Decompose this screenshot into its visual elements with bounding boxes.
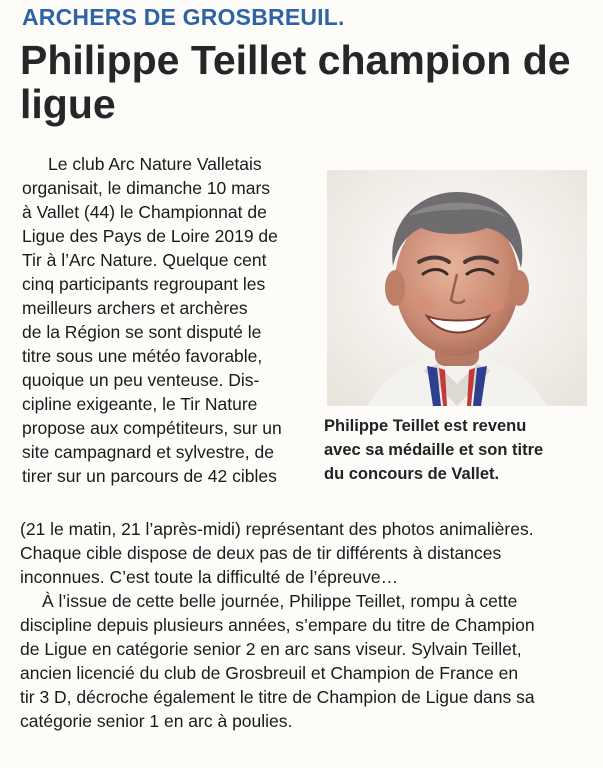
body-line: cipline exigeante, le Tir Nature <box>22 394 258 414</box>
headline: Philippe Teillet champion de ligue <box>20 37 571 127</box>
body-line: de Ligue en catégorie senior 2 en arc sans viseur. Sylvain Teillet, <box>20 639 522 659</box>
body-line: quoique un peu venteuse. Dis- <box>22 370 260 390</box>
body-line: titre sous une météo favorable, <box>22 346 263 366</box>
body-line: tirer sur un parcours de 42 cibles <box>22 466 277 486</box>
body-line: Chaque cible dispose de deux pas de tir différents à distances <box>20 543 502 563</box>
body-line: de la Région se sont disputé le <box>22 322 262 342</box>
body-line: discipline depuis plusieurs années, s’empare du titre de Champion <box>20 615 535 635</box>
body-line: inconnues. C’est toute la difficulté de l’épreuve… <box>20 567 399 587</box>
body-line: meilleurs archers et archères <box>22 298 248 318</box>
body-line: ancien licencié du club de Grosbreuil et Champion de France en <box>20 663 519 683</box>
caption-line: Philippe Teillet est revenu <box>324 417 527 435</box>
caption-line: avec sa médaille et son titre <box>324 441 544 459</box>
portrait-photo <box>327 170 587 406</box>
photo-caption <box>324 414 592 486</box>
body-line: organisait, le dimanche 10 mars <box>22 178 271 198</box>
body-line: propose aux compétiteurs, sur un <box>22 418 282 438</box>
body-line: à Vallet (44) le Championnat de <box>22 202 267 222</box>
article-body-full <box>20 517 592 733</box>
body-line: cinq participants regroupant les <box>22 274 266 294</box>
body-line: catégorie senior 1 en arc à poulies. <box>20 711 293 731</box>
body-line: Tir à l’Arc Nature. Quelque cent <box>22 250 267 270</box>
body-line: (21 le matin, 21 l’après-midi) représentant des photos animalières. <box>20 519 534 539</box>
body-line: À l’issue de cette belle journée, Philippe Teillet, rompu à cette <box>42 591 518 611</box>
body-line: Ligue des Pays de Loire 2019 de <box>22 226 278 246</box>
caption-line: du concours de Vallet. <box>324 465 500 483</box>
kicker: ARCHERS DE GROSBREUIL. <box>22 4 345 30</box>
body-line: Le club Arc Nature Valletais <box>48 154 262 174</box>
body-line: tir 3 D, décroche également le titre de Champion de Ligue dans sa <box>20 687 535 707</box>
article-body-column <box>22 152 304 488</box>
body-line: site campagnard et sylvestre, de <box>22 442 274 462</box>
